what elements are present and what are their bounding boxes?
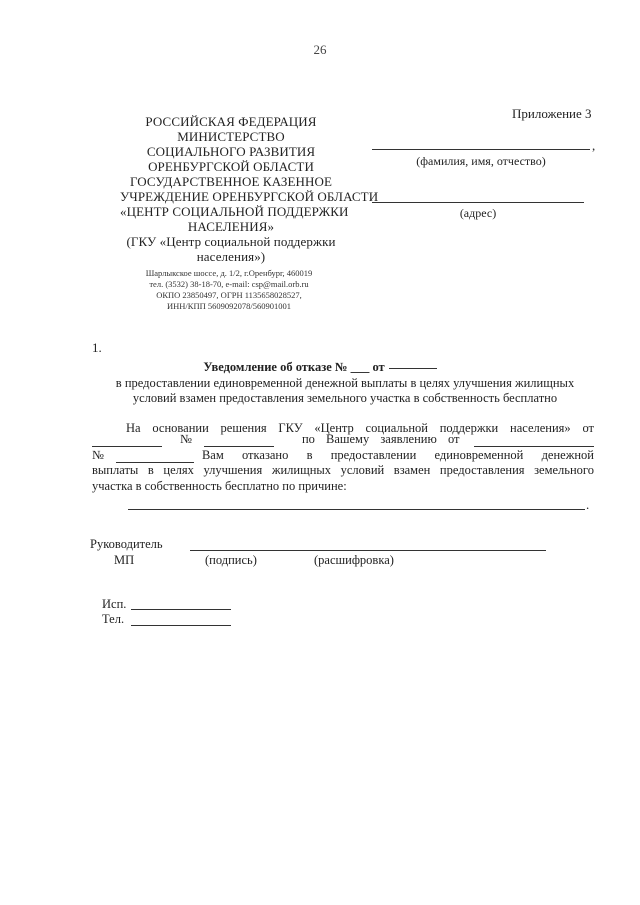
notice-subtitle [100,376,590,406]
body-line-4: выплаты в целях улучшения жилищных условий взамен предоставления земельного [92,463,594,477]
notice-subtitle-line: в предоставлении единовременной денежной выплаты в целях улучшения жилищных [115,376,575,390]
recipient-address-line [372,202,584,203]
application-number-sign: № [92,448,104,462]
decision-number-blank [204,434,274,447]
decision-date-blank [92,434,162,447]
org-line: населения») [196,249,266,264]
notice-title [0,360,640,375]
appendix-label: Приложение 3 [512,106,592,121]
stamp-label: МП [114,553,135,567]
refusal-text: Вам отказано в предоставлении единовременной денежной [201,448,594,462]
recipient-name-line [372,149,590,150]
page-number: 26 [313,42,327,57]
org-line: НАСЕЛЕНИЯ» [187,219,275,234]
application-text: по Вашему заявлению от [301,432,460,446]
org-line: (ГКУ «Центр социальной поддержки [126,234,336,249]
org-line: ГОСУДАРСТВЕННОЕ КАЗЕННОЕ [129,174,333,189]
contact-address: Шарлыкское шоссе, д. 1/2, г.Оренбург, 460019 [145,268,313,278]
body-line-3 [92,448,594,463]
organization-contacts [118,268,340,312]
decision-number-sign: № [180,432,192,446]
body-line-5: участка в собственность бесплатно по причине: [92,479,347,493]
executor-line [131,609,231,610]
contact-inn-kpp: ИНН/КПП 5609092078/560901001 [167,301,291,311]
reason-end-dot: . [586,497,590,512]
notice-date-blank [389,368,437,369]
org-line: РОССИЙСКАЯ ФЕДЕРАЦИЯ [145,114,317,129]
contact-phone-email: тел. (3532) 38-18-70, e-mail: csp@mail.orb.ru [149,279,309,289]
item-number: 1. [92,340,102,355]
recipient-name-comma: , [592,138,596,153]
body-line-2 [92,432,594,447]
executor-label: Исп. [102,597,127,611]
executor-phone-label: Тел. [102,612,125,626]
contact-okpo-ogrn: ОКПО 23850497, ОГРН 1135658028527, [156,290,302,300]
recipient-name-caption: (фамилия, имя, отчество) [416,154,546,168]
notice-title-text: Уведомление об отказе № ___ от [203,360,385,374]
org-line: «ЦЕНТР СОЦИАЛЬНОЙ ПОДДЕРЖКИ [120,204,349,219]
notice-subtitle-line: условий взамен предоставления земельного участка в собственность бесплатно [132,391,558,405]
signature-line [190,550,546,551]
org-line: МИНИСТЕРСТВО [177,129,285,144]
reason-line [128,509,585,510]
signature-head-label: Руководитель [90,537,163,551]
body-line-1: На основании решения ГКУ «Центр социальной поддержки населения» от [126,421,594,435]
org-line: ОРЕНБУРГСКОЙ ОБЛАСТИ [148,159,314,174]
signature-caption: (подпись) [205,553,257,567]
org-line: СОЦИАЛЬНОГО РАЗВИТИЯ [146,144,316,159]
organization-header [120,114,379,264]
executor-phone-line [131,625,231,626]
decode-caption: (расшифровка) [314,553,394,567]
recipient-address-caption: (адрес) [459,206,497,220]
application-date-blank [474,434,595,447]
org-line: УЧРЕЖДЕНИЕ ОРЕНБУРГСКОЙ ОБЛАСТИ [120,189,379,204]
